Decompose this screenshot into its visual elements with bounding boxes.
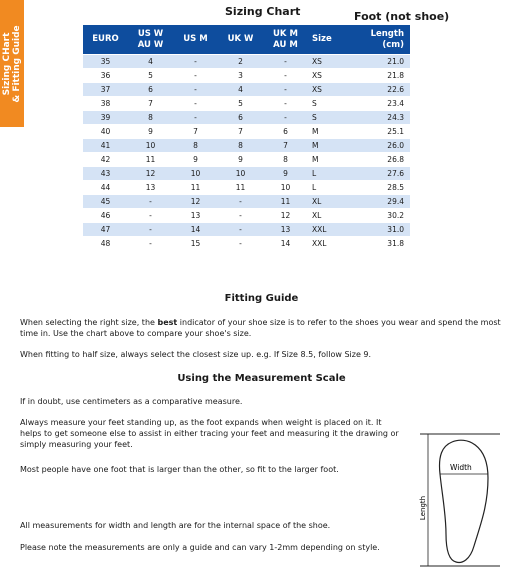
table-body (83, 55, 410, 250)
table-cell: - (128, 195, 173, 208)
table-cell: 4 (128, 55, 173, 68)
col-header-line2: AU W (137, 39, 164, 50)
col-header-line1: Size (312, 34, 332, 44)
col-header-2 (173, 25, 218, 54)
table-cell: 3 (218, 69, 263, 82)
table-cell: 14 (263, 237, 308, 250)
table-cell: 8 (128, 111, 173, 124)
table-cell: 47 (83, 223, 128, 236)
table-cell: 13 (128, 181, 173, 194)
table-cell: S (308, 97, 355, 110)
table-cell: 43 (83, 167, 128, 180)
table-row (83, 125, 410, 138)
col-header-3 (218, 25, 263, 54)
measurement-paragraph-3: Most people have one foot that is larger than the other, so fit to the larger foot. (20, 465, 339, 474)
table-cell: L (308, 181, 355, 194)
table-cell: 7 (218, 125, 263, 138)
table-cell: 36 (83, 69, 128, 82)
table-cell: 7 (128, 97, 173, 110)
table-row (83, 237, 410, 250)
sizing-chart-title: Sizing Chart (225, 5, 301, 18)
measurement-paragraph-2: Always measure your feet standing up, as the foot expands when weight is placed on it. It helps to get someone else to assist in either tracing your feet and measuring it the drawing or simply measuring your feet. (20, 418, 399, 449)
table-row (83, 83, 410, 96)
table-cell: 6 (218, 111, 263, 124)
table-row (83, 167, 410, 180)
col-header-line1: EURO (92, 34, 119, 44)
table-cell: 48 (83, 237, 128, 250)
table-cell: - (263, 111, 308, 124)
table-cell: - (218, 195, 263, 208)
table-cell: 39 (83, 111, 128, 124)
measurement-paragraph-4: All measurements for width and length are for the internal space of the shoe. (20, 521, 331, 530)
table-cell: 28.5 (355, 181, 410, 194)
table-cell: 10 (263, 181, 308, 194)
sizing-guide-tab (0, 0, 24, 127)
table-cell: - (173, 69, 218, 82)
table-cell: 38 (83, 97, 128, 110)
fitting-guide-heading: Fitting Guide (224, 293, 299, 304)
table-cell: M (308, 153, 355, 166)
col-header-4 (263, 25, 308, 54)
table-cell: XL (308, 195, 355, 208)
table-cell: - (173, 83, 218, 96)
table-cell: 9 (128, 125, 173, 138)
foot-measurement-diagram (414, 430, 506, 580)
table-cell: 13 (263, 223, 308, 236)
table-cell: 12 (173, 195, 218, 208)
table-row (83, 195, 410, 208)
table-cell: 10 (128, 139, 173, 152)
table-cell: XS (308, 69, 355, 82)
table-cell: XXL (308, 223, 355, 236)
table-cell: 7 (263, 139, 308, 152)
table-cell: 4 (218, 83, 263, 96)
table-cell: 37 (83, 83, 128, 96)
table-cell: 46 (83, 209, 128, 222)
table-cell: 27.6 (355, 167, 410, 180)
table-cell: 12 (128, 167, 173, 180)
table-cell: 31.8 (355, 237, 410, 250)
table-cell: 44 (83, 181, 128, 194)
table-row (83, 181, 410, 194)
col-header-6 (355, 25, 410, 54)
col-header-line1: UK W (227, 34, 254, 44)
sizing-guide-tab-label (2, 25, 22, 102)
table-cell: 25.1 (355, 125, 410, 138)
table-cell: - (218, 223, 263, 236)
table-cell: 45 (83, 195, 128, 208)
col-header-1 (128, 25, 173, 54)
table-cell: 2 (218, 55, 263, 68)
col-header-line2: (cm) (382, 39, 404, 50)
table-cell: XXL (308, 237, 355, 250)
table-cell: 12 (263, 209, 308, 222)
table-row (83, 153, 410, 166)
table-row (83, 111, 410, 124)
table-cell: 35 (83, 55, 128, 68)
table-cell: 5 (218, 97, 263, 110)
table-cell: - (128, 209, 173, 222)
table-cell: - (263, 83, 308, 96)
width-label: Width (450, 463, 472, 472)
p1-end: indicator of your shoe size is to refer to the shoes you wear and spend the most time in. Use the chart above to compare your shoe's size. (20, 318, 501, 338)
table-cell: 22.6 (355, 83, 410, 96)
p1-bold: best (157, 318, 178, 327)
table-header-row (83, 25, 410, 54)
measurement-paragraph-5: Please note the measurements are only a guide and can vary 1-2mm depending on style. (20, 543, 380, 552)
table-cell: M (308, 139, 355, 152)
table-cell: 6 (128, 83, 173, 96)
table-cell: 21.0 (355, 55, 410, 68)
foot-not-shoe-title: Foot (not shoe) (354, 10, 450, 23)
table-cell: M (308, 125, 355, 138)
tab-line-2: & Fitting Guide (12, 25, 22, 103)
table-cell: - (263, 55, 308, 68)
table-row (83, 55, 410, 68)
table-cell: - (173, 55, 218, 68)
length-label: Length (419, 495, 427, 521)
table-cell: 10 (218, 167, 263, 180)
table-cell: L (308, 167, 355, 180)
table-row (83, 223, 410, 236)
table-cell: 11 (173, 181, 218, 194)
table-cell: 23.4 (355, 97, 410, 110)
col-header-line1: US W (137, 28, 164, 39)
tab-line-1: Sizing CHart (2, 32, 12, 96)
fitting-paragraph-2: When fitting to half size, always select the closest size up. e.g. If Size 8.5, follow Size 9. (20, 350, 372, 359)
table-cell: 5 (128, 69, 173, 82)
table-cell: 9 (263, 167, 308, 180)
table-cell: S (308, 111, 355, 124)
table-cell: - (128, 237, 173, 250)
table-cell: 8 (218, 139, 263, 152)
table-cell: 8 (173, 139, 218, 152)
table-cell: 11 (218, 181, 263, 194)
foot-diagram-svg (414, 430, 506, 580)
col-header-0 (83, 25, 128, 54)
measurement-heading: Using the Measurement Scale (177, 373, 346, 384)
table-cell: 41 (83, 139, 128, 152)
table-cell: - (263, 69, 308, 82)
table-cell: 10 (173, 167, 218, 180)
table-cell: - (218, 209, 263, 222)
table-cell: 7 (173, 125, 218, 138)
table-row (83, 139, 410, 152)
table-cell: 26.0 (355, 139, 410, 152)
table-cell: XS (308, 83, 355, 96)
table-cell: 6 (263, 125, 308, 138)
table-cell: XL (308, 209, 355, 222)
table-cell: 26.8 (355, 153, 410, 166)
table-cell: 24.3 (355, 111, 410, 124)
table-cell: - (173, 111, 218, 124)
foot-outline (440, 440, 489, 562)
table-cell: 14 (173, 223, 218, 236)
col-header-5 (308, 25, 355, 54)
table-cell: XS (308, 55, 355, 68)
table-cell: 21.8 (355, 69, 410, 82)
table-cell: 30.2 (355, 209, 410, 222)
table-cell: 40 (83, 125, 128, 138)
table-cell: 13 (173, 209, 218, 222)
col-header-line1: US M (183, 34, 208, 44)
col-header-line1: UK M (273, 28, 298, 39)
table-cell: 11 (128, 153, 173, 166)
col-header-line1: Length (370, 28, 404, 39)
sizing-table (83, 24, 410, 251)
table-cell: - (128, 223, 173, 236)
table-cell: 9 (218, 153, 263, 166)
table-row (83, 97, 410, 110)
table-cell: 29.4 (355, 195, 410, 208)
table-cell: - (173, 97, 218, 110)
table-cell: 15 (173, 237, 218, 250)
measurement-paragraph-1: If in doubt, use centimeters as a comparative measure. (20, 397, 243, 406)
col-header-line2: AU M (273, 39, 298, 50)
table-row (83, 209, 410, 222)
table-cell: 8 (263, 153, 308, 166)
fitting-paragraph-1 (20, 317, 505, 339)
table-cell: 11 (263, 195, 308, 208)
table-cell: 9 (173, 153, 218, 166)
table-row (83, 69, 410, 82)
table-cell: 31.0 (355, 223, 410, 236)
table-cell: - (218, 237, 263, 250)
table-cell: 42 (83, 153, 128, 166)
table-cell: - (263, 97, 308, 110)
p1-start: When selecting the right size, the (20, 318, 158, 327)
